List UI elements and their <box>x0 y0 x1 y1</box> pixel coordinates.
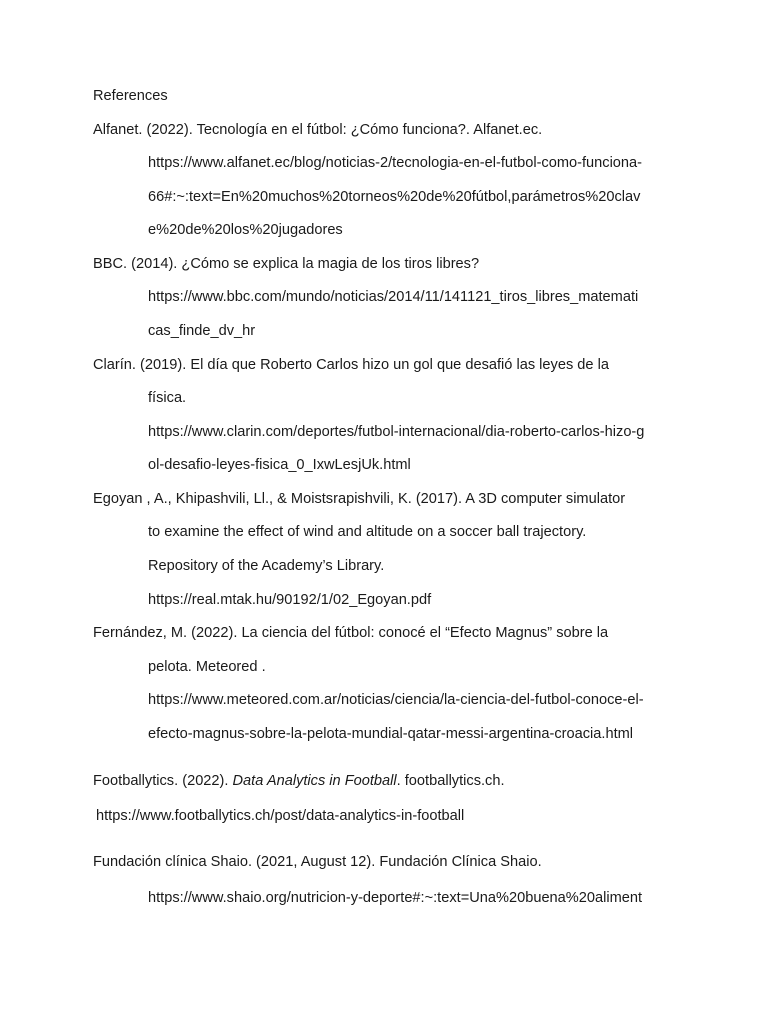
reference-shaio-citation: Fundación clínica Shaio. (2021, August 12). Fundación Clínica Shaio. <box>93 854 542 870</box>
reference-bbc-citation: BBC. (2014). ¿Cómo se explica la magia de los tiros libres? <box>93 256 480 272</box>
reference-shaio-url[interactable]: https://www.shaio.org/nutricion-y-deporte#:~:text=Una%20buena%20aliment <box>148 890 643 906</box>
reference-fernandez-url-end[interactable]: efecto-magnus-sobre-la-pelota-mundial-qatar-messi-argentina-croacia.html <box>148 726 634 742</box>
reference-clarin-citation-cont: física. <box>148 390 187 406</box>
reference-clarin-url[interactable]: https://www.clarin.com/deportes/futbol-internacional/dia-roberto-carlos-hizo-g <box>148 424 645 440</box>
reference-egoyan-url[interactable]: https://real.mtak.hu/90192/1/02_Egoyan.pdf <box>148 592 432 608</box>
reference-alfanet-url-cont[interactable]: 66#:~:text=En%20muchos%20torneos%20de%20fútbol,parámetros%20clav <box>148 189 641 205</box>
reference-footballytics-url[interactable]: https://www.footballytics.ch/post/data-analytics-in-football <box>96 808 465 824</box>
reference-egoyan-source: Repository of the Academy’s Library. <box>148 558 385 574</box>
reference-clarin-citation: Clarín. (2019). El día que Roberto Carlos hizo un gol que desafió las leyes de la <box>93 357 609 373</box>
reference-egoyan-citation-cont: to examine the effect of wind and altitude on a soccer ball trajectory. <box>148 524 587 540</box>
reference-clarin-url-end[interactable]: ol-desafio-leyes-fisica_0_IxwLesjUk.html <box>148 457 411 473</box>
reference-footballytics-author: Footballytics. (2022). <box>93 773 233 789</box>
reference-egoyan-citation: Egoyan , A., Khipashvili, Ll., & Moistsrapishvili, K. (2017). A 3D computer simulator <box>93 491 626 507</box>
reference-fernandez-citation-cont: pelota. Meteored . <box>148 659 266 675</box>
page-title: References <box>93 88 168 104</box>
reference-footballytics-citation <box>93 772 505 790</box>
reference-fernandez-url[interactable]: https://www.meteored.com.ar/noticias/ciencia/la-ciencia-del-futbol-conoce-el- <box>148 692 644 708</box>
reference-alfanet-url-end[interactable]: e%20de%20los%20jugadores <box>148 222 343 238</box>
reference-fernandez-citation: Fernández, M. (2022). La ciencia del fútbol: conocé el “Efecto Magnus” sobre la <box>93 625 609 641</box>
reference-bbc-url-end[interactable]: cas_finde_dv_hr <box>148 323 256 339</box>
reference-alfanet-url[interactable]: https://www.alfanet.ec/blog/noticias-2/tecnologia-en-el-futbol-como-funciona- <box>148 155 643 171</box>
reference-footballytics-title: Data Analytics in Football <box>232 773 397 789</box>
reference-alfanet-citation: Alfanet. (2022). Tecnología en el fútbol: ¿Cómo funciona?. Alfanet.ec. <box>93 122 543 138</box>
reference-footballytics-site: . footballytics.ch. <box>396 773 505 789</box>
reference-bbc-url[interactable]: https://www.bbc.com/mundo/noticias/2014/11/141121_tiros_libres_matemati <box>148 289 639 305</box>
